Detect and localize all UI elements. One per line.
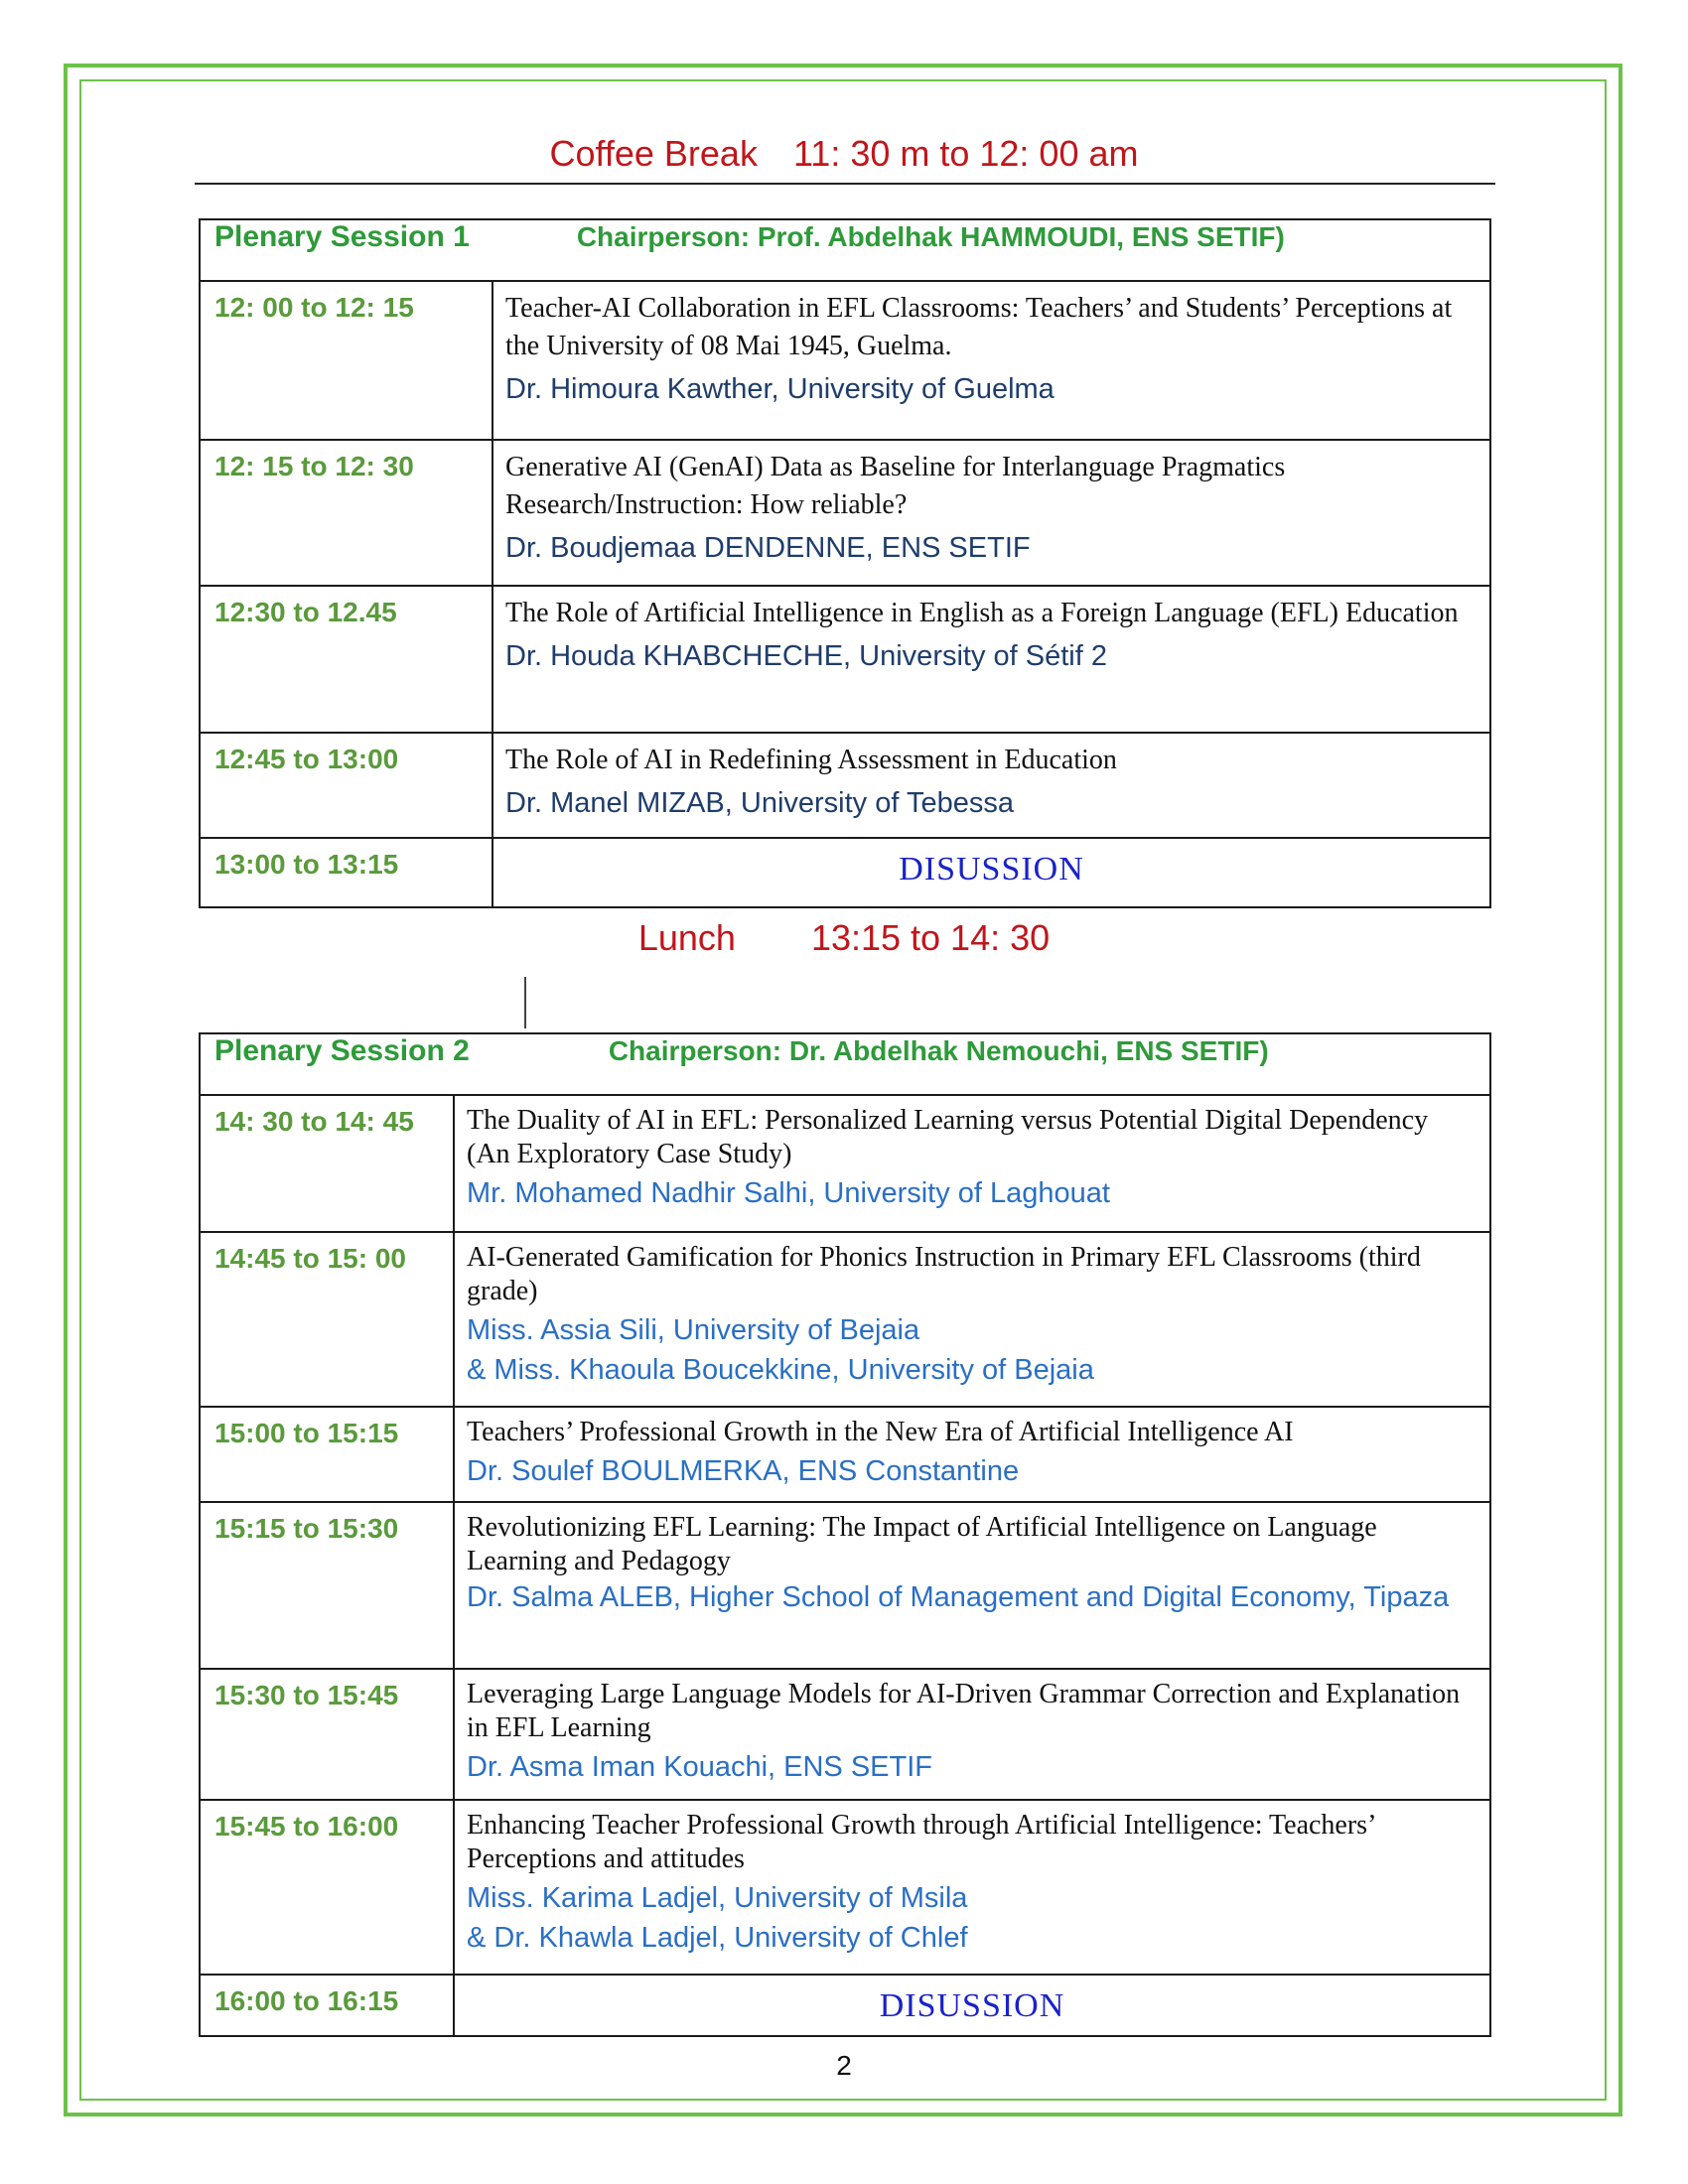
- table-row: [200, 1095, 1490, 1232]
- discussion-time: 13:00 to 13:15: [200, 838, 492, 907]
- lunch-time: 13:15 to 14: 30: [810, 917, 1051, 958]
- talk-title: Teachers’ Professional Growth in the New Era of Artificial Intelligence AI: [467, 1417, 1294, 1447]
- talk-title: The Duality of AI in EFL: Personalized Learning versus Potential Digital Dependency (An Exploratory Case Study): [467, 1105, 1429, 1169]
- table-row: [200, 1502, 1490, 1669]
- talk-speaker: Dr. Asma Iman Kouachi, ENS SETIF: [467, 1751, 932, 1783]
- session1-chair: Chairperson: Prof. Abdelhak HAMMOUDI, ENS SETIF): [576, 221, 1285, 252]
- session2-name: Plenary Session 2: [214, 1034, 470, 1067]
- talk-time: 12: 15 to 12: 30: [200, 440, 492, 586]
- discussion-label: DISUSSION: [454, 1975, 1490, 2036]
- talk-title: AI-Generated Gamification for Phonics Instruction in Primary EFL Classrooms (third grade): [467, 1242, 1421, 1306]
- talk-speaker: & Dr. Khawla Ladjel, University of Chlef: [467, 1922, 968, 1954]
- table-row: [200, 1407, 1490, 1502]
- talk-title: The Role of Artificial Intelligence in English as a Foreign Language (EFL) Education: [505, 598, 1459, 628]
- talk-title: Teacher-AI Collaboration in EFL Classrooms: Teachers’ and Students’ Perceptions at the University of 08 Mai 1945, Guelma.: [505, 293, 1453, 361]
- talk-title: Generative AI (GenAI) Data as Baseline for Interlanguage Pragmatics Research/Instruction: How reliable?: [505, 452, 1286, 520]
- lunch-label: Lunch: [637, 917, 736, 958]
- table-row: [200, 586, 1490, 733]
- discussion-time: 16:00 to 16:15: [200, 1975, 454, 2036]
- talk-speaker: Dr. Soulef BOULMERKA, ENS Constantine: [467, 1455, 1020, 1487]
- session1-name: Plenary Session 1: [214, 220, 470, 253]
- session1-header: [200, 219, 1490, 281]
- talk-time: 12:45 to 13:00: [200, 733, 492, 838]
- talk-time: 15:15 to 15:30: [200, 1502, 454, 1669]
- coffee-break-label: Coffee Break: [549, 133, 758, 174]
- talk-time: 12: 00 to 12: 15: [200, 281, 492, 440]
- coffee-break-time: 11: 30 m to 12: 00 am: [792, 133, 1139, 174]
- talk-time: 14:45 to 15: 00: [200, 1232, 454, 1407]
- talk-speaker: & Miss. Khaoula Boucekkine, University of Bejaia: [467, 1354, 1094, 1386]
- table-row: [200, 1232, 1490, 1407]
- lunch-heading: [0, 917, 1688, 959]
- talk-speaker: Dr. Boudjemaa DENDENNE, ENS SETIF: [505, 532, 1031, 564]
- talk-title: The Role of AI in Redefining Assessment in Education: [505, 745, 1117, 775]
- talk-time: 15:45 to 16:00: [200, 1800, 454, 1975]
- coffee-break-heading: [0, 133, 1688, 175]
- discussion-row: [200, 1975, 1490, 2036]
- talk-title: Enhancing Teacher Professional Growth through Artificial Intelligence: Teachers’ Perceptions and attitudes: [467, 1810, 1375, 1874]
- talk-speaker: Dr. Houda KHABCHECHE, University of Sétif 2: [505, 640, 1107, 672]
- talk-speaker: Dr. Himoura Kawther, University of Guelma: [505, 373, 1055, 405]
- page-number: 2: [836, 2050, 852, 2081]
- talk-speaker: Dr. Salma ALEB, Higher School of Management and Digital Economy, Tipaza: [467, 1581, 1450, 1613]
- table-row: [200, 1800, 1490, 1975]
- session2-header: [200, 1033, 1490, 1095]
- talk-title: Leveraging Large Language Models for AI-Driven Grammar Correction and Explanation in EFL Learning: [467, 1679, 1461, 1743]
- session2-chair: Chairperson: Dr. Abdelhak Nemouchi, ENS SETIF): [608, 1035, 1269, 1066]
- talk-speaker: Mr. Mohamed Nadhir Salhi, University of Laghouat: [467, 1177, 1110, 1209]
- talk-time: 15:30 to 15:45: [200, 1669, 454, 1800]
- table-row: [200, 1669, 1490, 1800]
- talk-speaker: Miss. Karima Ladjel, University of Msila: [467, 1882, 968, 1914]
- session1-table: [199, 218, 1491, 908]
- heading-rule: [195, 183, 1495, 185]
- talk-time: 14: 30 to 14: 45: [200, 1095, 454, 1232]
- talk-time: 15:00 to 15:15: [200, 1407, 454, 1502]
- stray-mark: [524, 977, 526, 1028]
- session2-table: [199, 1032, 1491, 2037]
- talk-speaker: Miss. Assia Sili, University of Bejaia: [467, 1314, 920, 1346]
- talk-title: Revolutionizing EFL Learning: The Impact of Artificial Intelligence on Language Learning and Pedagogy: [467, 1512, 1377, 1576]
- table-row: [200, 281, 1490, 440]
- table-row: [200, 440, 1490, 586]
- discussion-row: [200, 838, 1490, 907]
- talk-time: 12:30 to 12.45: [200, 586, 492, 733]
- talk-speaker: Dr. Manel MIZAB, University of Tebessa: [505, 787, 1014, 819]
- table-row: [200, 733, 1490, 838]
- discussion-label: DISUSSION: [492, 838, 1490, 907]
